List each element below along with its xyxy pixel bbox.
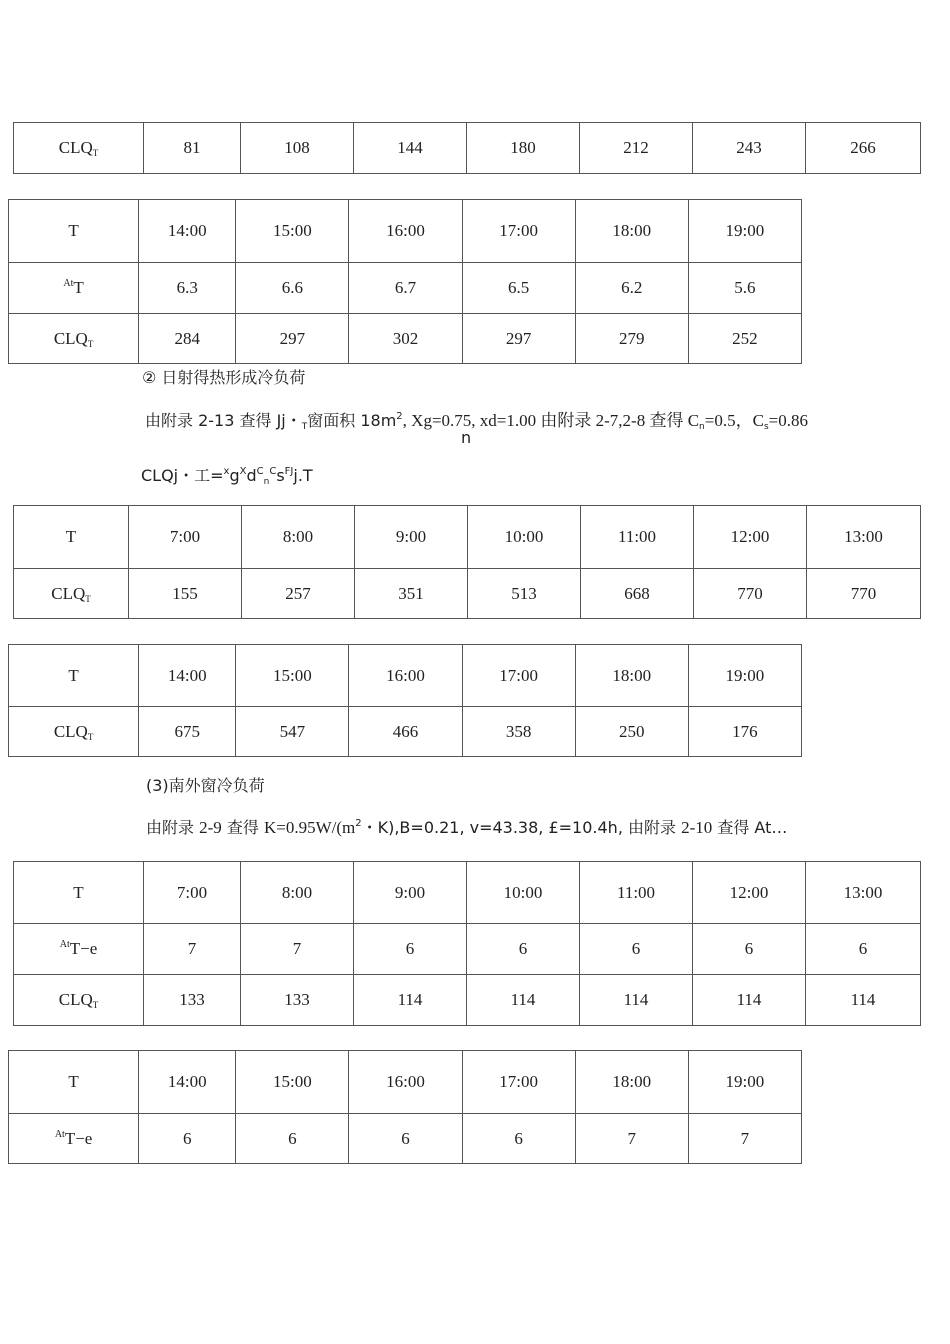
row-label-at: $^{At}$T−e [14,924,144,975]
row-label-t: T [14,506,129,569]
cell-time: 14:00 [139,200,236,263]
cell: 6.6 [236,263,349,314]
cell: 5.6 [688,263,801,314]
cell: 7 [575,1114,688,1164]
cell: 6.7 [349,263,462,314]
cell: 257 [242,569,355,619]
cell-time: 16:00 [349,200,462,263]
cell-time: 19:00 [688,645,801,707]
cell: 279 [575,314,688,364]
row-label-clq: $CLQ_T$ [9,707,139,757]
cell-time: 13:00 [806,862,921,924]
cell-time: 13:00 [807,506,921,569]
row-label-t: T [14,862,144,924]
cell: 212 [580,123,693,174]
table-solar-afternoon [8,644,802,757]
cell-time: 10:00 [467,862,580,924]
table-row [14,975,921,1026]
cell: 466 [349,707,462,757]
cell: 7 [241,924,354,975]
cell-time: 18:00 [575,200,688,263]
cell: 114 [580,975,693,1026]
cell: 144 [354,123,467,174]
cell: 6 [462,1114,575,1164]
paragraph-south-window: 由附录 2-9 查得 $K=0.95W/(m^2$・K),B=0.21, v=43.38, £=10.4h, 由附录 2-10 查得 At… [146,818,788,837]
table-south-window-afternoon [8,1050,802,1164]
table-south-window-morning [13,861,921,1026]
cell: 297 [462,314,575,364]
cell-time: 17:00 [462,645,575,707]
cell: 114 [806,975,921,1026]
table-header-row [9,645,802,707]
table-clq-continuation [13,122,921,174]
cell: 284 [139,314,236,364]
cell-time: 12:00 [693,862,806,924]
paragraph-solar-gain: 由附录 2-13 查得 Jj・$_T$窗面积 $18m^2$, Xg=0.75, xd=1.00 由附录 2-7,2-8 查得 $C_n=0.5$，$C_s=0.86$ [145,411,808,432]
cell-time: 15:00 [236,645,349,707]
paragraph-solar-gain-wrap: n [461,428,472,447]
cell: 6.3 [139,263,236,314]
row-label-t: T [9,645,139,707]
cell-time: 15:00 [236,200,349,263]
cell: 7 [688,1114,801,1164]
cell: 675 [139,707,236,757]
cell-time: 9:00 [354,862,467,924]
cell: 176 [688,707,801,757]
cell: 668 [581,569,694,619]
cell: 297 [236,314,349,364]
cell: 7 [144,924,241,975]
cell: 6 [580,924,693,975]
table-header-row [14,862,921,924]
cell: 155 [129,569,242,619]
cell: 6 [467,924,580,975]
cell: 770 [807,569,921,619]
cell-time: 12:00 [694,506,807,569]
table-row [14,123,921,174]
table-row [9,263,802,314]
cell-time: 8:00 [241,862,354,924]
cell: 6.2 [575,263,688,314]
cell: 6.5 [462,263,575,314]
cell-time: 16:00 [349,1051,462,1114]
cell: 133 [241,975,354,1026]
row-label-clq: $CLQ_T$ [14,975,144,1026]
table-header-row [9,200,802,263]
row-label-at: $^{At}$T−e [9,1114,139,1164]
cell: 513 [468,569,581,619]
table-header-row [14,506,921,569]
cell: 250 [575,707,688,757]
cell-time: 19:00 [688,200,801,263]
row-label-t: T [9,200,139,263]
table-row [14,569,921,619]
cell: 180 [467,123,580,174]
cell: 351 [355,569,468,619]
table-row [9,707,802,757]
section-heading-solar: ② 日射得热形成冷负荷 [142,368,306,387]
cell: 114 [354,975,467,1026]
table-afternoon-conduction [8,199,802,364]
row-label-clq: $CLQ_T$ [9,314,139,364]
cell-time: 17:00 [462,1051,575,1114]
cell: 114 [467,975,580,1026]
cell-time: 10:00 [468,506,581,569]
table-solar-morning [13,505,921,619]
section-heading-south-window: (3)南外窗冷负荷 [146,776,265,795]
cell: 6 [354,924,467,975]
cell-time: 9:00 [355,506,468,569]
cell-time: 15:00 [236,1051,349,1114]
cell: 547 [236,707,349,757]
cell-time: 11:00 [580,862,693,924]
cell-time: 17:00 [462,200,575,263]
cell-time: 7:00 [144,862,241,924]
cell: 770 [694,569,807,619]
formula-clq-solar: CLQj・工$=^xg^Xd^C_n^Cs^{FJ}j.T$ [141,466,313,487]
cell: 302 [349,314,462,364]
cell: 108 [241,123,354,174]
cell: 266 [806,123,921,174]
row-label-clq: $CLQ_T$ [14,123,144,174]
row-label-t: T [9,1051,139,1114]
cell-time: 16:00 [349,645,462,707]
cell: 243 [693,123,806,174]
cell-time: 18:00 [575,1051,688,1114]
row-label-at: $^{At}$T [9,263,139,314]
cell: 358 [462,707,575,757]
cell: 6 [349,1114,462,1164]
cell-time: 18:00 [575,645,688,707]
cell-time: 19:00 [688,1051,801,1114]
cell-time: 14:00 [139,1051,236,1114]
table-row [14,924,921,975]
table-row [9,314,802,364]
row-label-clq: $CLQ_T$ [14,569,129,619]
table-row [9,1114,802,1164]
cell: 6 [693,924,806,975]
cell-time: 7:00 [129,506,242,569]
cell: 114 [693,975,806,1026]
cell: 133 [144,975,241,1026]
cell: 6 [139,1114,236,1164]
cell: 81 [144,123,241,174]
cell-time: 14:00 [139,645,236,707]
cell: 252 [688,314,801,364]
table-header-row [9,1051,802,1114]
cell-time: 8:00 [242,506,355,569]
cell: 6 [806,924,921,975]
cell-time: 11:00 [581,506,694,569]
cell: 6 [236,1114,349,1164]
